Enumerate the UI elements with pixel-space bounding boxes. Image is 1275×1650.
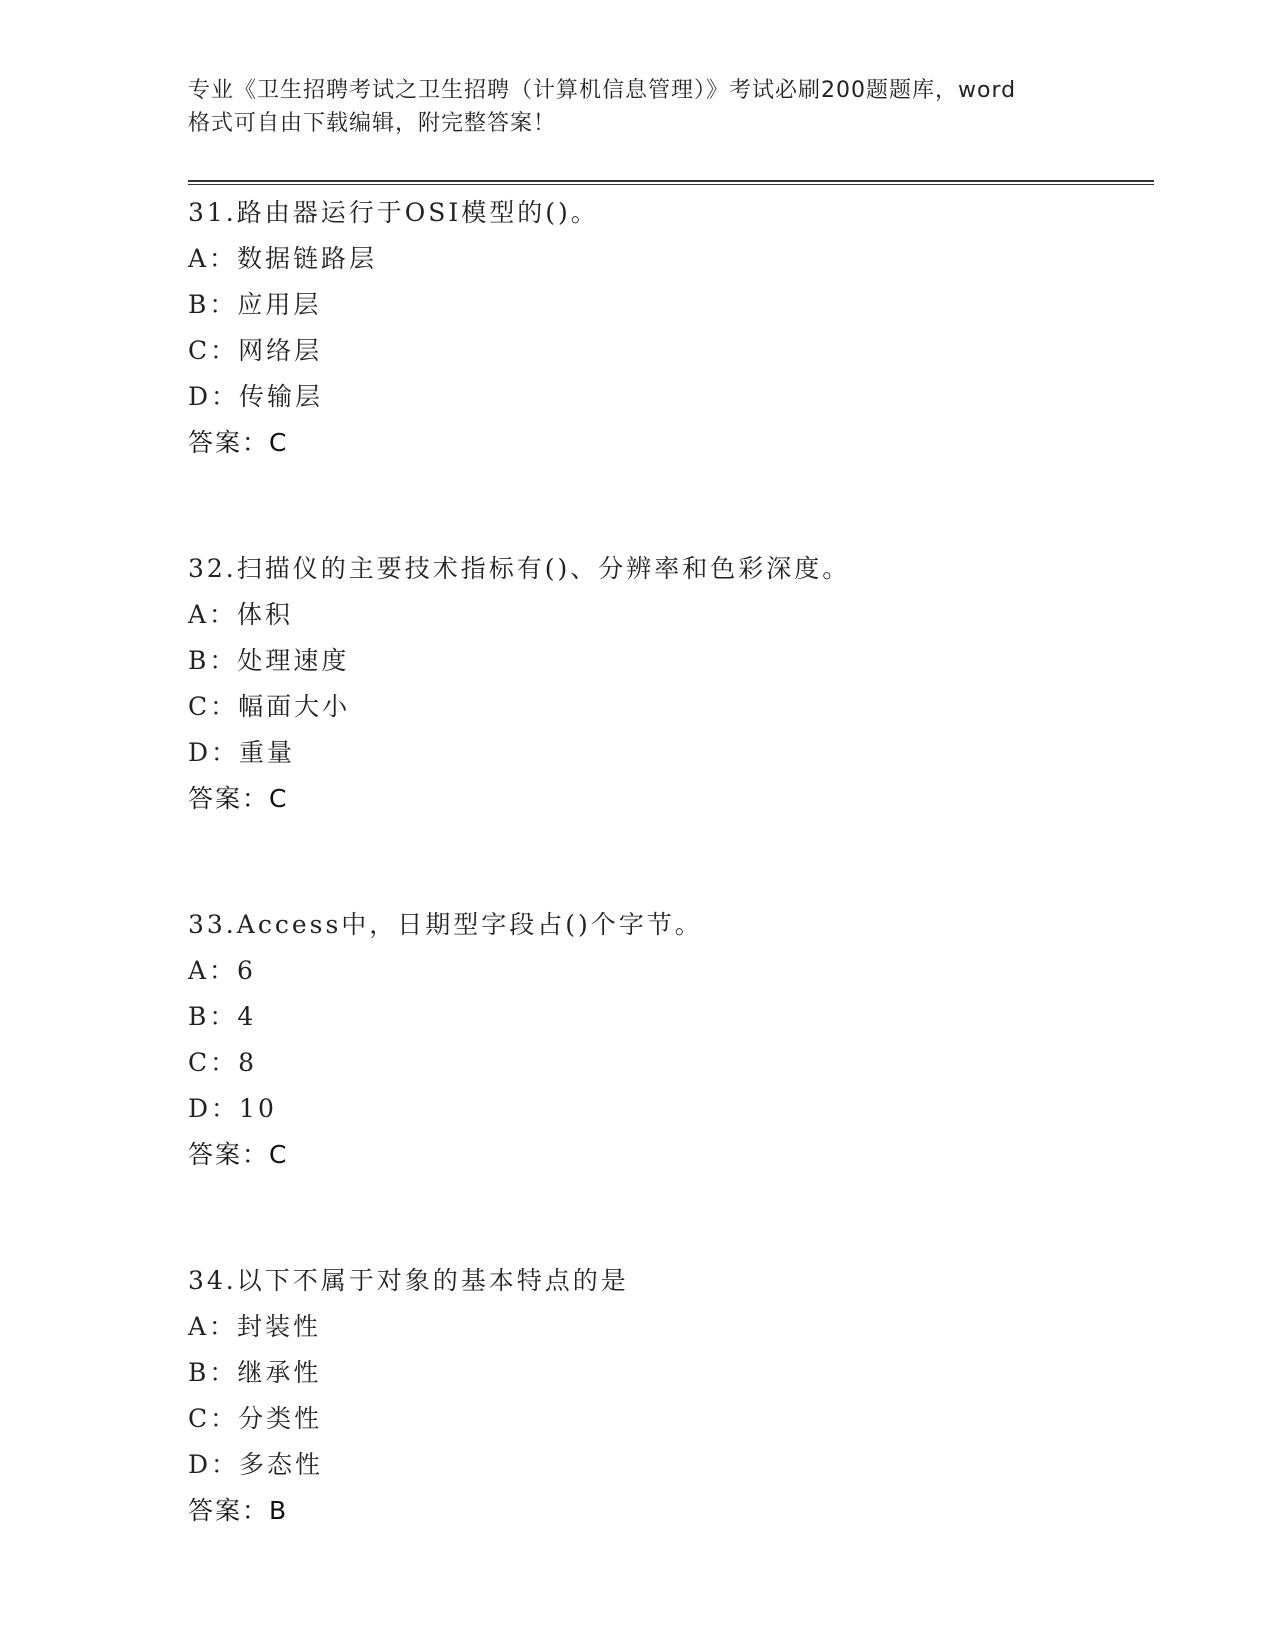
answer-line: 答案：C	[188, 784, 289, 813]
option-b: B：4	[188, 1002, 257, 1031]
option-c: C：8	[188, 1048, 258, 1077]
header-line-2: 格式可自由下载编辑，附完整答案！	[188, 111, 557, 136]
option-c: C：幅面大小	[188, 692, 351, 721]
answer-line: 答案：C	[188, 428, 289, 457]
header-line-1: 专业《卫生招聘考试之卫生招聘（计算机信息管理）》考试必刷200题题库，word	[188, 78, 1017, 103]
question-stem: 31.路由器运行于OSI模型的()。	[188, 198, 599, 227]
option-b: B：应用层	[188, 290, 322, 319]
option-d: D：重量	[188, 738, 296, 767]
option-c: C：分类性	[188, 1404, 323, 1433]
option-b: B：处理速度	[188, 646, 350, 675]
option-a: A：6	[188, 956, 256, 985]
question-spacer	[188, 1178, 1154, 1258]
option-a: A：封装性	[188, 1312, 322, 1341]
document-header	[188, 74, 1088, 140]
question-33	[188, 902, 1154, 1178]
option-d: D：多态性	[188, 1450, 324, 1479]
header-divider	[188, 180, 1154, 185]
question-31	[188, 190, 1154, 466]
question-spacer	[188, 466, 1154, 546]
option-c: C：网络层	[188, 336, 323, 365]
question-list	[188, 190, 1154, 1534]
option-a: A：体积	[188, 600, 294, 629]
question-stem: 32.扫描仪的主要技术指标有()、分辨率和色彩深度。	[188, 554, 851, 583]
question-34	[188, 1258, 1154, 1534]
option-a: A：数据链路层	[188, 244, 378, 273]
question-stem: 33.Access中，日期型字段占()个字节。	[188, 910, 703, 939]
answer-line: 答案：C	[188, 1140, 289, 1169]
option-d: D：传输层	[188, 382, 324, 411]
option-d: D：10	[188, 1094, 277, 1123]
option-b: B：继承性	[188, 1358, 322, 1387]
question-stem: 34.以下不属于对象的基本特点的是	[188, 1266, 629, 1295]
question-spacer	[188, 822, 1154, 902]
question-32	[188, 546, 1154, 822]
answer-line: 答案：B	[188, 1496, 289, 1525]
